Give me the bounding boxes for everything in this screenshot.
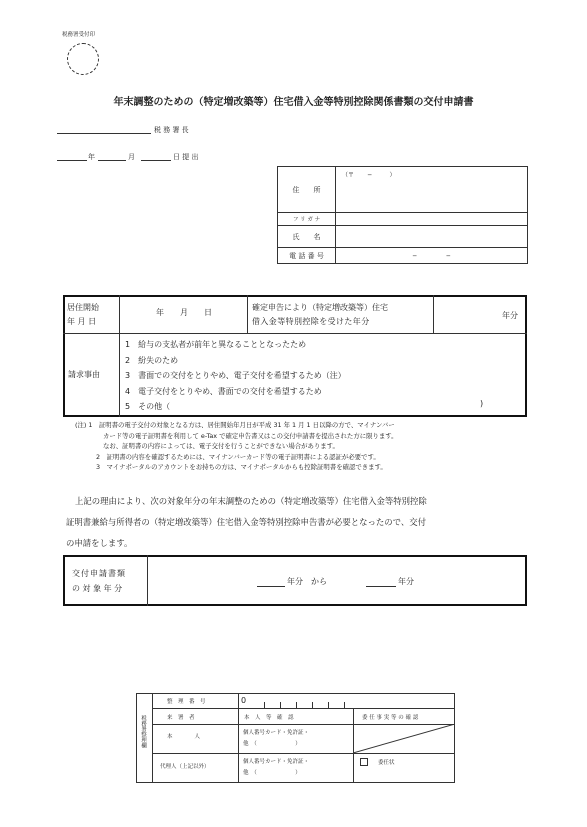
deduction-year-field[interactable]: 年分	[502, 311, 518, 320]
reason-list	[125, 337, 346, 415]
honnin-kakunin-label: 本 人 等 確 認	[244, 715, 294, 721]
notes	[75, 420, 398, 473]
reason-other-close: )	[480, 399, 484, 408]
reason-item[interactable]: 3 書面での交付をとりやめ、電子交付を希望するため（注）	[125, 371, 346, 380]
target-to-suffix: 年分	[398, 577, 414, 586]
reason-item[interactable]: 1 給与の支払者が前年と異なることとなったため	[125, 340, 307, 349]
seiri-label: 整 理 番 号	[167, 699, 206, 705]
start-date-field[interactable]: 年 月 日	[156, 308, 212, 317]
tax-office-input[interactable]	[57, 133, 151, 134]
furigana-label: フ リ ガ ナ	[278, 213, 336, 226]
note-line: 2 証明書の内容を確認するためには、マイナンバーカード等の電子証明書による認証が必要です。	[96, 452, 380, 461]
reason-item[interactable]: 2 紛失のため	[125, 355, 179, 365]
inin-label: 委 任 事 実 等 の 確 認	[362, 715, 419, 721]
honnin-label: 本 人	[167, 734, 201, 740]
page-title: 年末調整のための（特定増改築等）住宅借入金等特別控除関係書類の交付申請書	[113, 97, 474, 108]
seiri-number-field[interactable]	[250, 702, 350, 708]
office-side-label: 税務署整理欄	[140, 715, 146, 748]
honnin-id-options[interactable]: 個人番号カード・免許証・ 他 （ ）	[243, 730, 310, 747]
paragraph-line: 上記の理由により、次の対象年分の年末調整のための（特定増改築等）住宅借入金等特別控除	[75, 496, 427, 506]
seiri-prefix: 0	[241, 696, 247, 705]
inin-checkbox[interactable]	[360, 758, 368, 766]
paragraph-line: 証明書兼給与所得者の（特定増改築等）住宅借入金等特別控除申告書が必要となったので、交付	[66, 517, 426, 527]
year-label: 年	[88, 153, 95, 161]
furigana-field[interactable]	[336, 213, 528, 226]
note-line: (注) 1 証明書の電子交付の対象となる方は、居住開始年月日が平成 31 年 1 月 1 日以降の方で、マイナンバー	[75, 421, 395, 429]
inin-checkbox-label: 委任状	[378, 760, 395, 766]
paragraph-line: の申請をします。	[66, 538, 133, 548]
note-line: カード等の電子証明書を利用して e-Tax で確定申告書又はこの交付申請書を提出された方に限ります。	[103, 431, 398, 440]
reason-item[interactable]: 5 その他（	[125, 402, 171, 411]
target-from-suffix: 年分 から	[287, 577, 327, 586]
raisho-label: 来 署 者	[167, 715, 195, 721]
note-line: なお、証明書の内容によっては、電子交付を行うことができない場合があります。	[103, 442, 339, 450]
diagonal-mark	[353, 724, 455, 753]
stamp-circle	[67, 43, 99, 75]
address-field[interactable]: （〒 ─ ）	[336, 167, 528, 213]
start-date-label: 居住開始 年 月 日	[67, 303, 99, 326]
day-label: 日 提 出	[173, 153, 199, 161]
year-input[interactable]	[57, 160, 87, 161]
deduction-year-label: 確定申告により（特定増改築等）住宅 借入金等特別控除を受けた年分	[252, 303, 388, 326]
day-input[interactable]	[141, 160, 171, 161]
applicant-table	[277, 166, 528, 264]
reason-label: 請求事由	[68, 370, 100, 379]
request-paragraph	[66, 491, 536, 554]
target-to-input[interactable]	[366, 586, 396, 587]
addressee-suffix: 税 務 署 長	[154, 126, 189, 134]
name-field[interactable]	[336, 226, 528, 248]
month-input[interactable]	[98, 160, 126, 161]
address-label: 住 所	[278, 167, 336, 213]
phone-label: 電 話 番 号	[278, 248, 336, 264]
note-line: 3 マイナポータルのアカウントをお持ちの方は、マイナポータルからも控除証明書を確認できます。	[96, 463, 387, 471]
name-label: 氏 名	[278, 226, 336, 248]
month-label: 月	[128, 153, 135, 161]
dairi-label: 代理人（上記以外）	[160, 764, 210, 770]
target-from-input[interactable]	[257, 586, 285, 587]
phone-field[interactable]: ─ ─	[336, 248, 528, 264]
dairi-id-options[interactable]: 個人番号カード・免許証・ 他 （ ）	[243, 759, 310, 776]
target-year-label: 交付申請書類 の 対 象 年 分	[72, 569, 126, 593]
stamp-label: 税務署受付印	[62, 32, 96, 38]
reason-item[interactable]: 4 電子交付をとりやめ、書面での交付を希望するため	[125, 386, 322, 396]
